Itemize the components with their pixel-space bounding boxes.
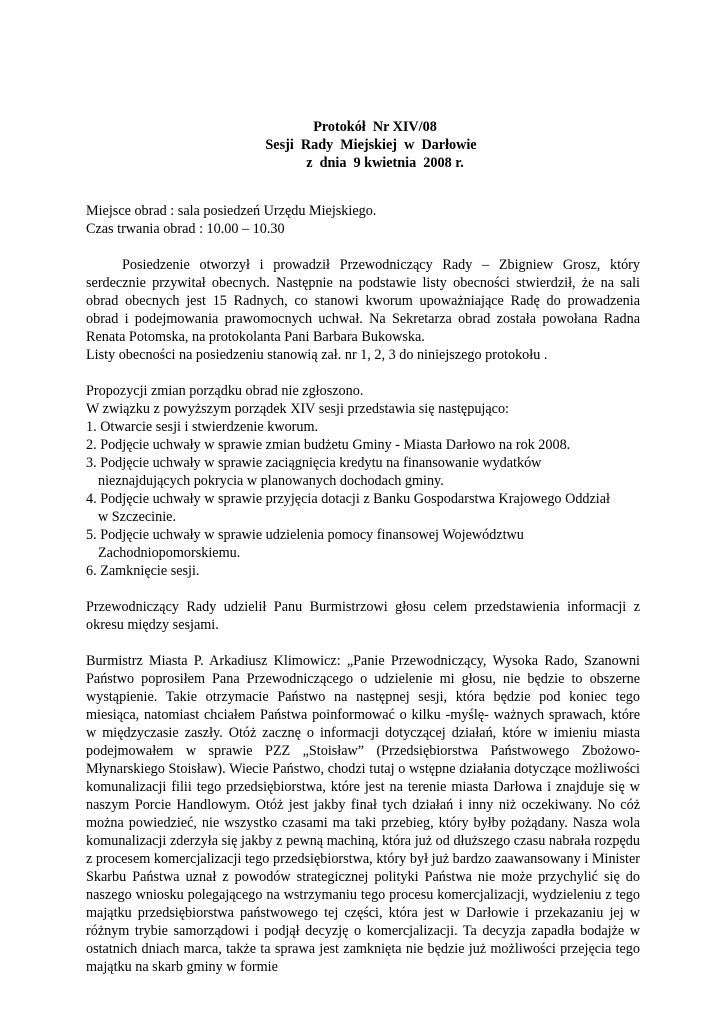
protocol-title: Protokół Nr XIV/08: [313, 119, 437, 135]
agenda-item: 4. Podjęcie uchwały w sprawie przyjęcia dotacji z Banku Gospodarstwa Krajowego Oddział: [86, 491, 610, 507]
document-header: [0, 118, 724, 172]
meeting-place: Miejsce obrad : sala posiedzeń Urzędu Miejskiego.: [86, 203, 377, 219]
session-date: z dnia 9 kwietnia 2008 r.: [306, 155, 464, 171]
agenda-item: 2. Podjęcie uchwały w sprawie zmian budżetu Gminy - Miasta Darłowo na rok 2008.: [86, 437, 571, 453]
agenda-intro: W związku z powyższym porządek XIV sesji przedstawia się następująco:: [86, 401, 509, 417]
agenda-item-continuation: Zachodniopomorskiemu.: [98, 545, 241, 561]
attendance-note: Listy obecności na posiedzeniu stanowią zał. nr 1, 2, 3 do niniejszego protokołu .: [86, 347, 548, 363]
agenda-no-changes: Propozycji zmian porządku obrad nie zgłoszono.: [86, 383, 364, 399]
session-title: Sesji Rady Miejskiej w Darłowie: [265, 137, 477, 153]
agenda-list: [86, 418, 640, 580]
mayor-speech-paragraph: Burmistrz Miasta P. Arkadiusz Klimowicz: „Panie Przewodniczący, Wysoka Rado, Szanowni Państwo poprosiłem Pana Przewodniczącego o udzielenie mi głosu, nie będzie to obszerne wystąpienie. Takie otrzymacie Państwo na następnej sesji, która będzie pod koniec tego miesiąca, natomiast chciałem Państwa poinformować o kilku -myślę- ważnych sprawach, które w międzyczasie zaszły. Otóż zacznę o informacji dotyczącej działań, które w imieniu miasta podejmowałem w sprawie PZZ „Stoisław” (Przedsiębiorstwa Państwowego Zbożowo-Młynarskiego Stoisław). Wiecie Państwo, chodzi tutaj o wstępne działania dotyczące możliwości komunalizacji filii tego przedsiębiorstwa, które jest na terenie miasta Darłowa i znajduje się w naszym Porcie Handlowym. Otóż jest jakby finał tych działań i inny niż oczekiwany. No cóż można powiedzieć, nie wszystko czasami ma taki przebieg, który byłby pożądany. Nasza wola komunalizacji zderzyła się jakby z pewną machiną, która już od dłuższego czasu nabrała rozpędu z procesem komercjalizacji tego przedsiębiorstwa, który był już bardzo zaawansowany i Minister Skarbu Państwa uznał z powodów strategicznej polityki Państwa nie może przychylić się do naszego wniosku polegającego na wstrzymaniu tego procesu komercjalizacji, wydzieleniu z tego majątku przedsiębiorstwa państwowego tej części, która jest w Darłowie i przekazaniu jej w różnym trybie samorządowi i podjął decyzję o komercjalizacji. Ta decyzja zapadła bodajże w ostatnich dniach marca, także ta sprawa jest zamknięta nie będzie już możliwości przejęcia tego majątku na skarb gminy w formie: [86, 653, 640, 975]
agenda-item: 1. Otwarcie sesji i stwierdzenie kworum.: [86, 419, 319, 435]
mayor-intro-paragraph: Przewodniczący Rady udzielił Panu Burmistrzowi głosu celem przedstawienia informacji z okresu między sesjami.: [86, 599, 640, 633]
meeting-duration: Czas trwania obrad : 10.00 – 10.30: [86, 221, 285, 237]
agenda-item-continuation: nieznajdujących pokrycia w planowanych dochodach gminy.: [98, 473, 444, 489]
agenda-item: 6. Zamknięcie sesji.: [86, 563, 200, 579]
agenda-item: 3. Podjęcie uchwały w sprawie zaciągnięcia kredytu na finansowanie wydatków: [86, 455, 542, 471]
agenda-item-continuation: w Szczecinie.: [98, 509, 176, 525]
opening-paragraph: Posiedzenie otworzył i prowadził Przewodniczący Rady – Zbigniew Grosz, który serdecznie przywitał obecnych. Następnie na podstawie listy obecności stwierdził, że na sali obrad obecnych jest 15 Radnych, co stanowi kworum upoważniające Radę do prowadzenia obrad i podejmowania prawomocnych uchwał. Na Sekretarza obrad została powołana Radna Renata Potomska, na protokolanta Pani Barbara Bukowska.: [86, 257, 640, 345]
agenda-item: 5. Podjęcie uchwały w sprawie udzielenia pomocy finansowej Województwu: [86, 527, 524, 543]
document-body: [86, 202, 640, 976]
